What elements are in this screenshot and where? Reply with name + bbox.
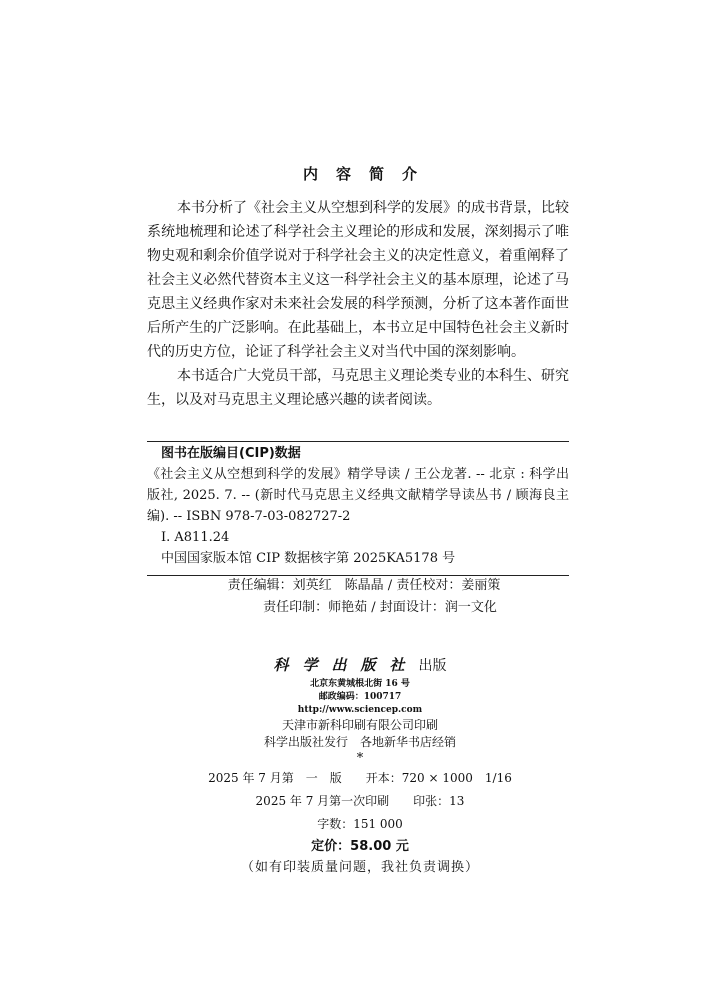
staff-line-editors: 责任编辑：刘英红 陈晶晶 / 责任校对：姜丽策 <box>227 578 501 593</box>
cip-block <box>147 441 569 576</box>
staff-credits <box>0 575 720 619</box>
cip-heading: 图书在版编目(CIP)数据 <box>161 446 301 461</box>
cip-top-rule <box>147 441 569 442</box>
cip-record: 《社会主义从空想到科学的发展》精学导读 / 王公龙著. -- 北京 : 科学出版社, 2025. 7. -- (新时代马克思主义经典文献精学导读丛书 / 顾海良主编). -- ISBN 978-7-03-082727-2 <box>147 467 569 524</box>
quality-note: （如有印装质量问题，我社负责调换） <box>240 860 479 875</box>
summary-section <box>147 196 569 412</box>
publisher-website: http://www.sciencep.com <box>297 705 423 715</box>
summary-title: 内容简介 <box>302 165 435 183</box>
printer-line: 天津市新科印刷有限公司印刷 <box>281 718 438 732</box>
publisher-suffix: 出版 <box>418 658 447 674</box>
publisher-address: 北京东黄城根北街 16 号 <box>310 679 410 689</box>
edition-line: 2025 年 7 月第 一 版 开本：720 × 1000 1/16 <box>208 771 512 785</box>
word-count: 字数：151 000 <box>317 817 403 831</box>
staff-line-production: 责任印制：师艳茹 / 封面设计：润一文化 <box>263 600 497 615</box>
imprint-block <box>0 653 720 878</box>
cip-classification: Ⅰ. A811.24 <box>161 530 230 545</box>
cip-library-record: 中国国家版本馆 CIP 数据核字第 2025KA5178 号 <box>161 551 456 566</box>
distribution-line: 科学出版社发行 各地新华书店经销 <box>263 735 456 749</box>
price: 定价：58.00 元 <box>311 839 409 854</box>
separator-asterisk: * <box>356 751 364 766</box>
printing-line: 2025 年 7 月第一次印刷 印张：13 <box>255 794 465 808</box>
summary-paragraph-1: 本书分析了《社会主义从空想到科学的发展》的成书背景，比较系统地梳理和论述了科学社会主义理论的形成和发展，深刻揭示了唯物史观和剩余价值学说对于科学社会主义的决定性意义，着重阐释了社会主义必然代替资本主义这一科学社会主义的基本原理，论述了马克思主义经典作家对未来社会发展的科学预测，分析了这本著作面世后所产生的广泛影响。在此基础上，本书立足中国特色社会主义新时代的历史方位，论证了科学社会主义对当代中国的深刻影响。 <box>147 200 569 360</box>
publisher-postcode: 邮政编码：100717 <box>318 692 402 702</box>
publisher-logo: 科学出版社 <box>273 656 419 674</box>
summary-paragraph-2: 本书适合广大党员干部，马克思主义理论类专业的本科生、研究生，以及对马克思主义理论感兴趣的读者阅读。 <box>147 368 569 408</box>
